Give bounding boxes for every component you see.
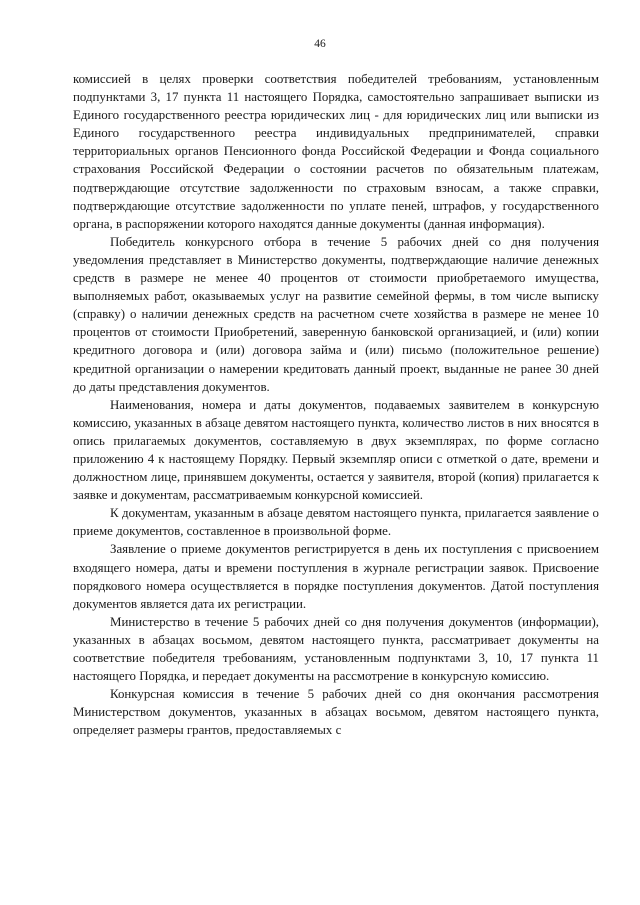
paragraph-acceptance-statement: К документам, указанным в абзаце девятом настоящего пункта, прилагается заявление о приеме документов, составленное в произвольной форме. [73, 506, 599, 539]
paragraph-commission-grants: Конкурсная комиссия в течение 5 рабочих дней со дня окончания рассмотрения Министерством документов, указанных в абзацах восьмом, девятом настоящего пункта, определяет размеры грантов, предоставляемых с [73, 687, 599, 738]
paragraph-continuation: комиссией в целях проверки соответствия победителей требованиям, установленным подпунктами 3, 17 пункта 11 настоящего Порядка, самостоятельно запрашивает выписки из Единого государственного реестра юридических лиц - для юридических лиц или выписки из Единого государственного реестра индивидуальных предпринимателей, справки территориальных органов Пенсионного фонда Российской Федерации и Фонда социального страхования Российской Федерации о состоянии расчетов по обязательным платежам, подтверждающие отсутствие задолженности по страховым взносам, а также справки, подтверждающие отсутствие задолженности по уплате пеней, штрафов, у государственного органа, в распоряжении которого находятся данные документы (данная информация). [73, 72, 599, 231]
paragraph-winner-documents: Победитель конкурсного отбора в течение 5 рабочих дней со дня получения уведомления представляет в Министерство документы, подтверждающие наличие денежных средств в размере не менее 40 процентов от стоимости приобретаемого имущества, выполняемых работ, оказываемых услуг на развитие семейной фермы, в том числе выписку (справку) о наличии денежных средств на расчетном счете хозяйства в размере не менее 10 процентов от стоимости Приобретений, заверенную банковской организацией, и (или) копии кредитного договора и (или) договора займа и (или) письмо (положительное решение) кредитной организации о намерении кредитовать данный проект, выданные не ранее 30 дней до даты представления документов. [73, 234, 599, 394]
paragraph-ministry-review: Министерство в течение 5 рабочих дней со дня получения документов (информации), указанных в абзацах восьмом, девятом настоящего пункта, рассматривает документы на соответствие победителя требованиям, установленным подпунктами 3, 10, 17 пункта 11 настоящего Порядка, и передает документы на рассмотрение в конкурсную комиссию. [73, 614, 599, 684]
paragraph-registration: Заявление о приеме документов регистрируется в день их поступления с присвоением входящего номера, даты и времени поступления в журнале регистрации заявок. Присвоение порядкового номера осуществляется в порядке поступления документов. Датой поступления документов является дата их регистрации. [73, 542, 599, 611]
paragraph-document-inventory: Наименования, номера и даты документов, подаваемых заявителем в конкурсную комиссию, указанных в абзаце девятом настоящего пункта, количество листов в них вносятся в опись прилагаемых документов, составляемую в двух экземплярах, по форме согласно приложению 4 к настоящему Порядку. Первый экземпляр описи с отметкой о дате, времени и должностном лице, принявшем документы, остается у заявителя, второй (копия) прилагается к заявке и документам, рассматриваемым конкурсной комиссией. [73, 397, 599, 503]
document-body [73, 70, 599, 739]
page-number: 46 [314, 38, 326, 50]
